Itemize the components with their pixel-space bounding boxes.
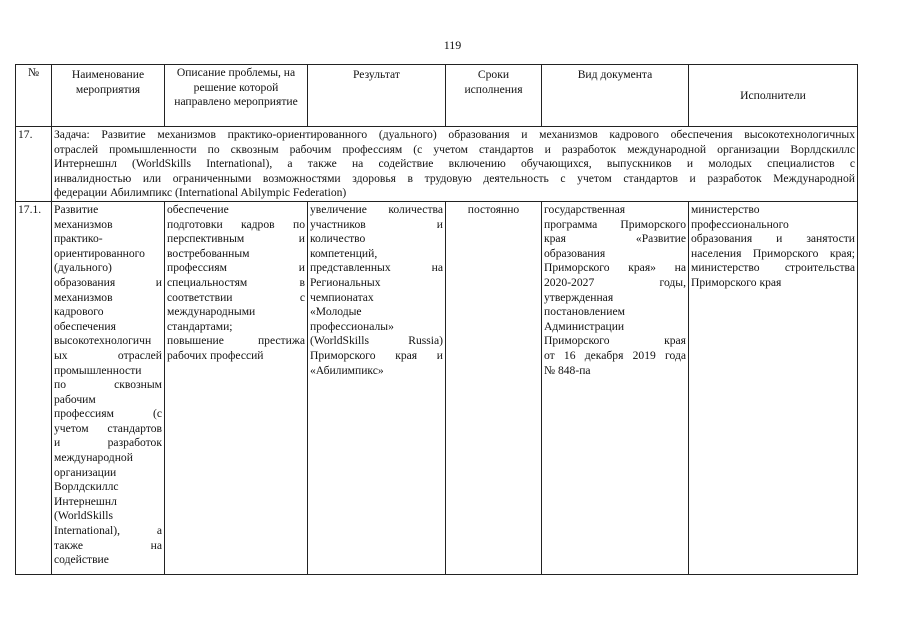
cell-line: соответствии с (167, 290, 305, 304)
problem-description (165, 201, 308, 574)
cell-line: механизмов (54, 290, 113, 304)
cell-line: подготовки кадров по (167, 217, 305, 231)
cell-line: увеличение количества (310, 202, 443, 216)
cell-line: (WorldSkills (54, 509, 113, 523)
cell-line: международной (54, 451, 133, 465)
task-line: Интернешнл (WorldSkills International), а также на содействие включению обучающихся, выпускников и молодых специалистов с (54, 157, 855, 171)
header-terms: Сроки исполнения (446, 65, 542, 127)
cell-line: учетом стандартов (54, 421, 162, 435)
execution-terms: постоянно (446, 201, 542, 574)
cell-line: Ворлдскиллс (54, 480, 119, 494)
cell-line: перспективным и (167, 232, 305, 246)
task-row (16, 127, 858, 202)
cell-line: содействие (54, 553, 109, 567)
cell-line: образования (544, 246, 606, 260)
row-number: 17.1. (16, 201, 52, 574)
task-line: отраслей промышленности по сквозным рабочим профессиям (с учетом стандартов и разработок международной организации Ворлдскиллс (54, 142, 855, 156)
header-executors: Исполнители (689, 65, 858, 127)
task-line: инвалидностью или ограниченными возможностями здоровья в трудовую деятельность с учетом стандартов и разработок Международной (54, 171, 855, 185)
cell-line: обеспечения (54, 319, 116, 333)
executors (689, 201, 858, 574)
cell-line: (WorldSkills Russia) (310, 334, 443, 348)
cell-line: утвержденная (544, 290, 614, 304)
cell-line: механизмов (54, 217, 113, 231)
document-type (542, 201, 689, 574)
cell-line: от 16 декабря 2019 года (544, 348, 686, 362)
cell-line: образования и занятости (691, 232, 855, 246)
cell-line: также на (54, 538, 162, 552)
cell-line: края «Развитие (544, 232, 686, 246)
cell-line: высокотехнологичн (54, 334, 152, 348)
result-description (308, 201, 446, 574)
cell-line: компетенций, (310, 246, 378, 260)
cell-line: образования и (54, 275, 162, 289)
header-problem: Описание проблемы, на решение которой направлено мероприятие (165, 65, 308, 127)
task-text (52, 127, 858, 202)
cell-line: постановлением (544, 305, 625, 319)
task-line: Задача: Развитие механизмов практико-ориентированного (дуального) образования и механизмов кадрового обеспечения высокотехнологичных (54, 128, 855, 141)
cell-line: профессиям (с (54, 407, 162, 421)
cell-line: программа Приморского (544, 217, 686, 231)
header-num: № (16, 65, 52, 127)
cell-line: стандартами; (167, 319, 233, 333)
cell-line: населения Приморского края; (691, 246, 855, 260)
cell-line: ориентированного (54, 246, 145, 260)
cell-line: International), а (54, 524, 162, 538)
cell-line: № 848-па (544, 363, 591, 377)
header-name: Наименование мероприятия (52, 65, 165, 127)
cell-line: рабочим (54, 392, 96, 406)
cell-line: специальностям в (167, 275, 305, 289)
cell-line: Развитие (54, 202, 99, 216)
cell-line: государственная (544, 202, 626, 216)
cell-line: востребованным (167, 246, 250, 260)
cell-line: 2020-2027 годы, (544, 275, 686, 289)
cell-line: международными (167, 305, 256, 319)
cell-line: Приморского края и (310, 348, 443, 362)
cell-line: Администрации (544, 319, 625, 333)
task-line: федерации Абилимпикс (International Abilympic Federation) (54, 186, 347, 200)
header-doc-type: Вид документа (542, 65, 689, 127)
measures-table (15, 64, 858, 575)
cell-line: повышение престижа (167, 334, 305, 348)
cell-line: министерство (691, 202, 760, 216)
cell-line: «Молодые (310, 305, 362, 319)
cell-line: участников и (310, 217, 443, 231)
cell-line: профессионального (691, 217, 789, 231)
cell-line: Приморского края» на (544, 261, 686, 275)
task-number: 17. (16, 127, 52, 202)
cell-line: по сквозным (54, 378, 162, 392)
cell-line: (дуального) (54, 261, 112, 275)
header-result: Результат (308, 65, 446, 127)
cell-line: и разработок (54, 436, 162, 450)
page-number: 119 (443, 38, 462, 52)
cell-line: обеспечение (167, 202, 229, 216)
cell-line: чемпионатах (310, 290, 374, 304)
cell-line: Приморского края (691, 275, 782, 289)
cell-line: представленных на (310, 261, 443, 275)
cell-line: «Абилимпикс» (310, 363, 384, 377)
table-header-row (16, 65, 858, 127)
cell-line: Интернешнл (54, 494, 117, 508)
cell-line: рабочих профессий (167, 348, 264, 362)
cell-line: количество (310, 232, 366, 246)
cell-line: профессиям и (167, 261, 305, 275)
cell-line: министерство строительства (691, 261, 855, 275)
cell-line: профессионалы» (310, 319, 394, 333)
cell-line: кадрового (54, 305, 104, 319)
cell-line: Региональных (310, 275, 381, 289)
table-row (16, 201, 858, 574)
cell-line: Приморского края (544, 334, 686, 348)
cell-line: ых отраслей (54, 348, 162, 362)
cell-line: организации (54, 465, 117, 479)
cell-line: промышленности (54, 363, 142, 377)
measure-name (52, 201, 165, 574)
cell-line: практико- (54, 232, 103, 246)
